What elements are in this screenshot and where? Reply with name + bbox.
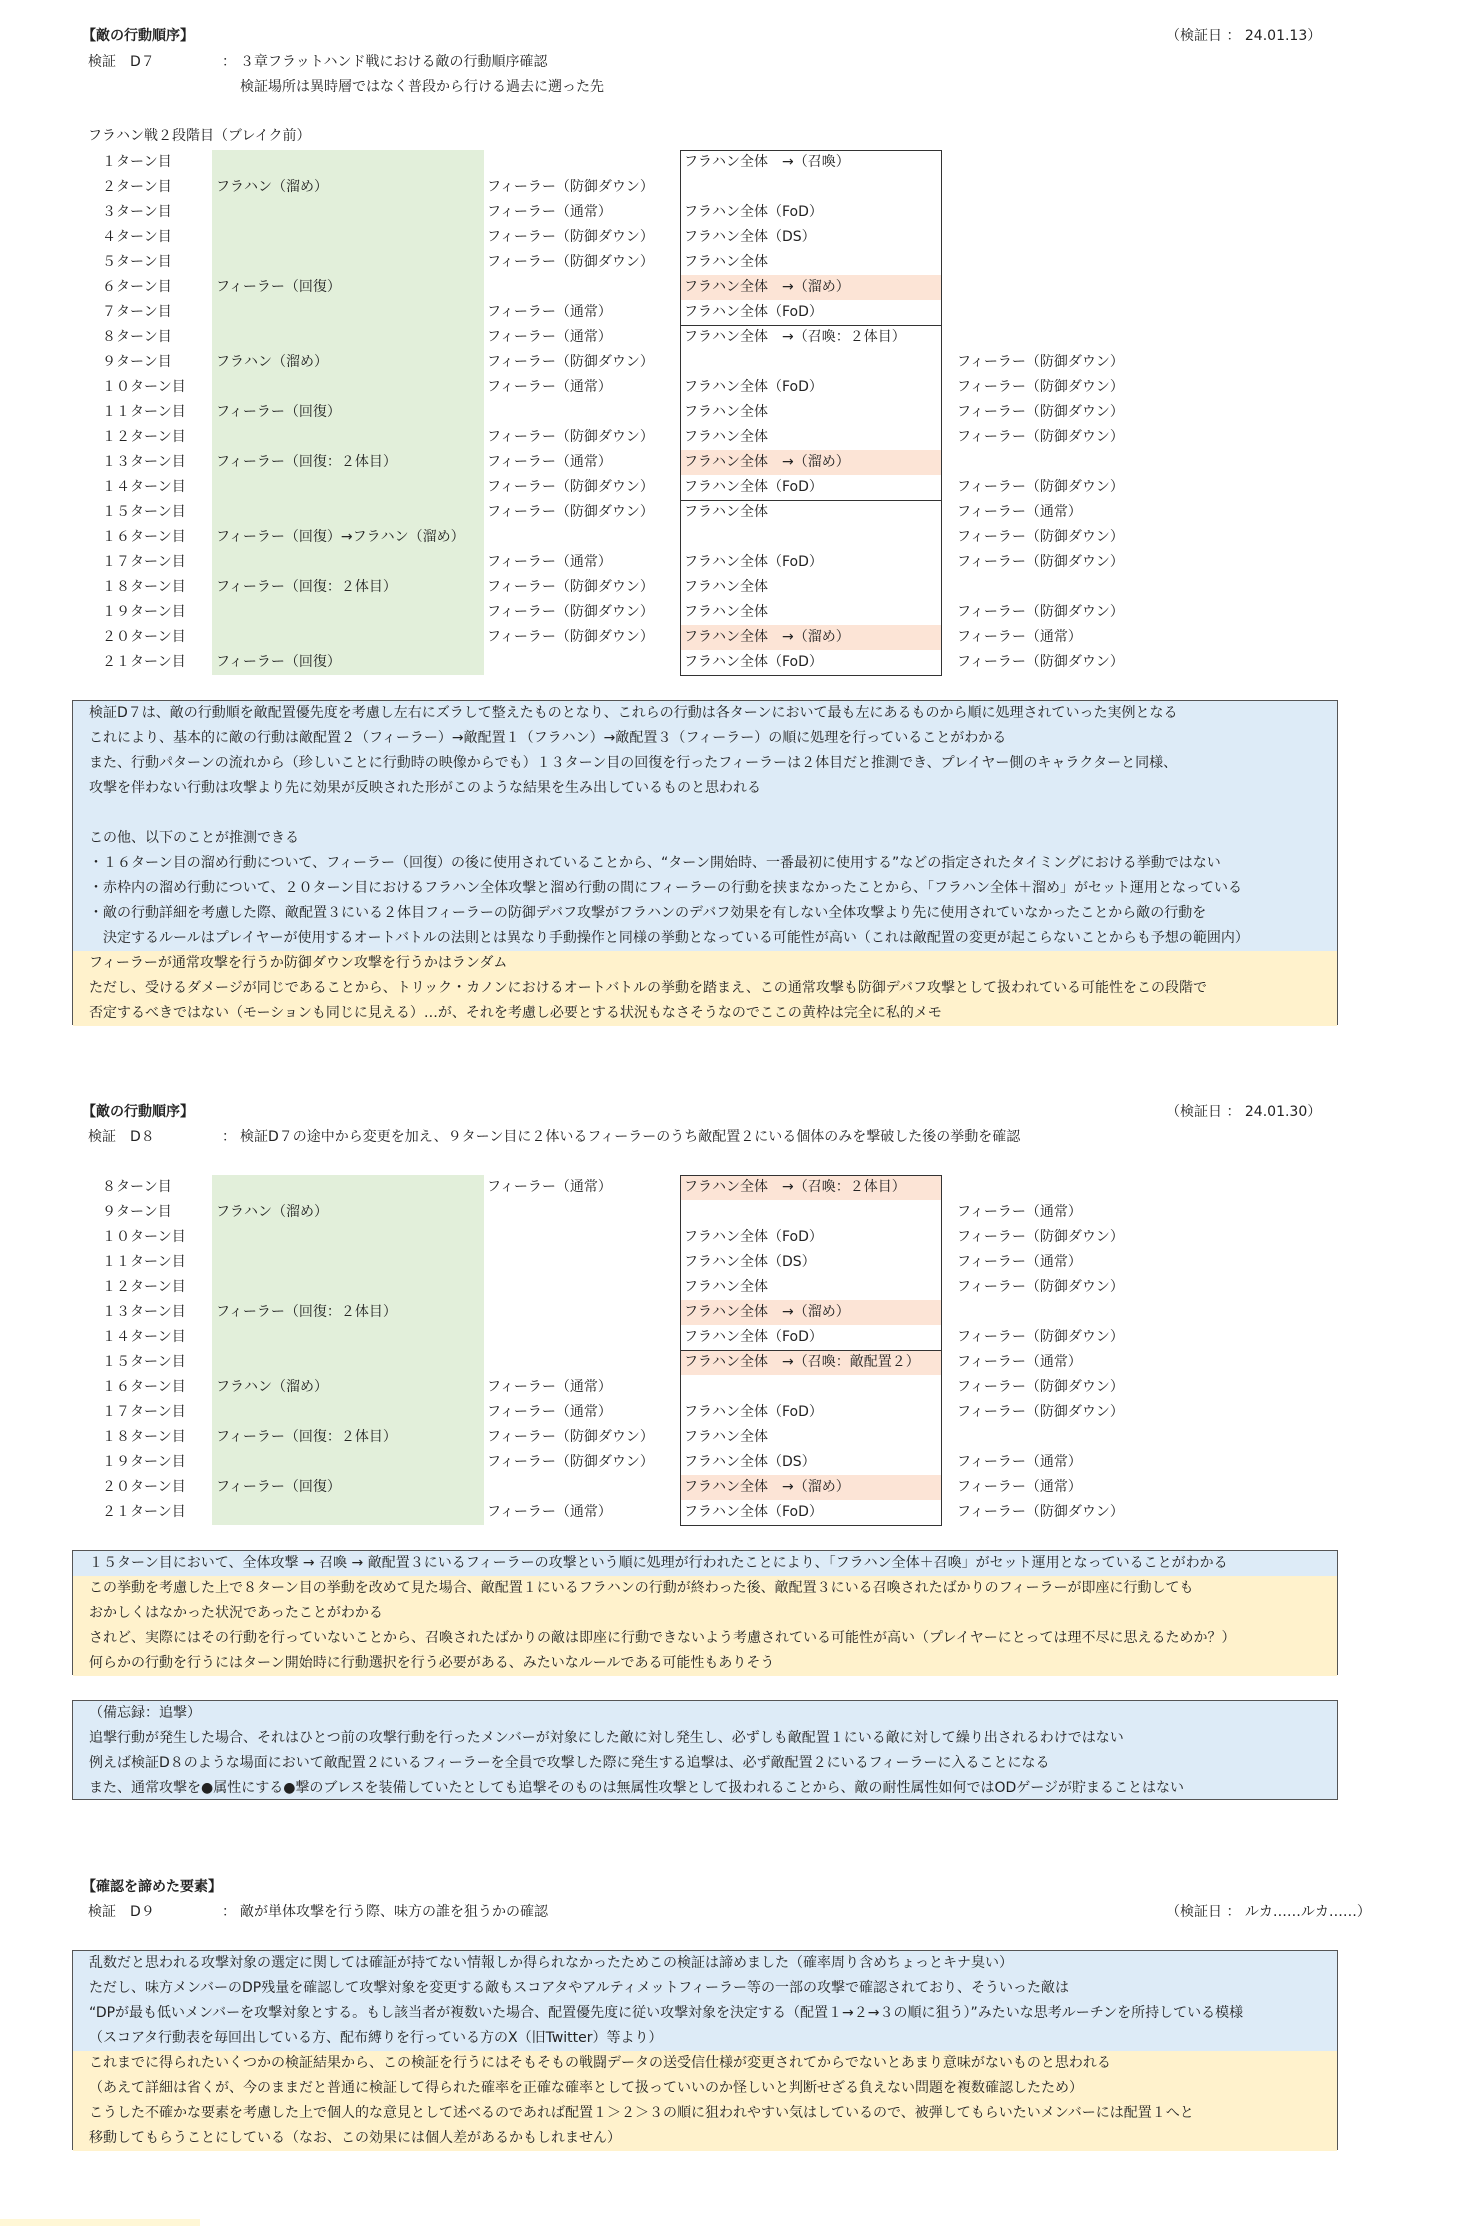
cell: フラハン全体 →（溜め）	[684, 454, 850, 470]
section-title: 【敵の行動順序】	[82, 28, 194, 44]
note-line: 追撃行動が発生した場合、それはひとつ前の攻撃行動を行ったメンバーが対象にした敵に対し発生し、必ずしも敵配置１にいる敵に対して繰り出されるわけではない	[89, 1730, 1124, 1746]
cell: フィーラー（通常）	[487, 379, 612, 395]
cell: フィーラー（防御ダウン）	[957, 1329, 1124, 1345]
verification-date: （検証日 ： 24.01.13）	[1166, 28, 1322, 44]
note-line: これにより、基本的に敵の行動は敵配置２（フィーラー）→敵配置１（フラハン）→敵配置３（フィーラー）の順に処理を行っていることがわかる	[89, 730, 1007, 746]
table-row	[0, 1275, 1472, 1300]
verification-date: （検証日 ： ルカ……ルカ……）	[1166, 1904, 1371, 1920]
cell: フィーラー（通常）	[487, 1179, 612, 1195]
cell: フィーラー（回復）	[216, 1479, 341, 1495]
note-line: 攻撃を伴わない行動は攻撃より先に効果が反映された形がこのような結果を生み出しているものと思われる	[89, 780, 761, 796]
cell: フィーラー（回復）	[216, 279, 341, 295]
cell: フラハン全体	[684, 579, 768, 595]
table-row	[0, 225, 1472, 250]
cell: フラハン全体（FoD）	[684, 654, 823, 670]
table-row	[0, 1425, 1472, 1450]
cell: フィーラー（防御ダウン）	[957, 404, 1124, 420]
cell: フィーラー（防御ダウン）	[487, 579, 654, 595]
table-row	[0, 425, 1472, 450]
table-row	[0, 200, 1472, 225]
turn-label: ６ターン目	[102, 279, 172, 295]
verification-description: 敵が単体攻撃を行う際、味方の誰を狙うかの確認	[240, 1904, 548, 1920]
turn-label: ２１ターン目	[102, 1504, 186, 1520]
cell: フィーラー（通常）	[957, 1479, 1082, 1495]
section-title: 【確認を諦めた要素】	[82, 1879, 222, 1895]
turn-label: ２０ターン目	[102, 1479, 186, 1495]
cell: フィーラー（通常）	[957, 1454, 1082, 1470]
note-line: されど、実際にはその行動を行っていないことから、召喚されたばかりの敵は即座に行動できないよう考慮されている可能性が高い（プレイヤーにとっては理不尽に思えるためか？）	[89, 1630, 1236, 1646]
cell: フィーラー（防御ダウン）	[487, 479, 654, 495]
id-colon: ：	[222, 1904, 236, 1920]
note-line	[73, 801, 1337, 826]
cell: フラハン全体（DS）	[684, 1454, 816, 1470]
table-row	[0, 1350, 1472, 1375]
table-row	[0, 1450, 1472, 1475]
verification-id: 検証 D９	[88, 1904, 155, 1920]
turn-label: ８ターン目	[102, 329, 172, 345]
id-colon: ：	[222, 1129, 236, 1145]
cell: フィーラー（回復：２体目）	[216, 454, 397, 470]
cell: フラハン全体（FoD）	[684, 554, 823, 570]
turn-label: １０ターン目	[102, 379, 186, 395]
note-line: 乱数だと思われる攻撃対象の選定に関しては確証が持てない情報しか得られなかったためこの検証は諦めました（確率周り含めちょっとキナ臭い）	[89, 1955, 1013, 1971]
table-row	[0, 1375, 1472, 1400]
note-line: こうした不確かな要素を考慮した上で個人的な意見として述べるのであれば配置１＞２＞３の順に狙われやすい気はしているので、被弾してもらいたいメンバーには配置１へと	[89, 2105, 1194, 2121]
turn-label: ５ターン目	[102, 254, 172, 270]
verification-id: 検証 D８	[88, 1129, 155, 1145]
findings-note-d9	[72, 1950, 1338, 2150]
section-title: 【敵の行動順序】	[82, 1104, 194, 1120]
note-line: これまでに得られたいくつかの検証結果から、この検証を行うにはそもそもの戦闘データの送受信仕様が変更されてからでないとあまり意味がないものと思われる	[89, 2055, 1111, 2071]
table-row	[0, 625, 1472, 650]
cell: フィーラー（通常）	[487, 454, 612, 470]
note-line: ただし、味方メンバーのDP残量を確認して攻撃対象を変更する敵もスコアタやアルティメットフィーラー等の一部の攻撃で確認されており、そういった敵は	[89, 1980, 1070, 1996]
cell: フィーラー（通常）	[957, 1204, 1082, 1220]
cell: フィーラー（防御ダウン）	[487, 1454, 654, 1470]
turn-label: １９ターン目	[102, 1454, 186, 1470]
turn-label: ２１ターン目	[102, 654, 186, 670]
table-row	[0, 1500, 1472, 1525]
turn-label: ８ターン目	[102, 1179, 172, 1195]
cell: フラハン全体（FoD）	[684, 1504, 823, 1520]
cell: フィーラー（通常）	[487, 329, 612, 345]
cell: フィーラー（回復）→フラハン（溜め）	[216, 529, 465, 545]
table-row	[0, 1225, 1472, 1250]
cell: フラハン（溜め）	[216, 179, 328, 195]
cell: フラハン（溜め）	[216, 1379, 328, 1395]
turn-label: １ターン目	[102, 154, 172, 170]
cell: フラハン全体（FoD）	[684, 304, 823, 320]
cell: フィーラー（通常）	[487, 554, 612, 570]
cell: フィーラー（通常）	[487, 1504, 612, 1520]
cell: フィーラー（通常）	[487, 304, 612, 320]
cell: フィーラー（防御ダウン）	[957, 1279, 1124, 1295]
cell: フィーラー（通常）	[487, 204, 612, 220]
note-line: （備忘録：追撃）	[89, 1705, 201, 1721]
table-row	[0, 1325, 1472, 1350]
turn-label: １６ターン目	[102, 1379, 186, 1395]
cell: フラハン全体（DS）	[684, 1254, 816, 1270]
turn-label: １９ターン目	[102, 604, 186, 620]
cell: フィーラー（通常）	[957, 1354, 1082, 1370]
cell: フラハン全体 →（召喚：２体目）	[684, 329, 906, 345]
verification-id: 検証 D７	[88, 54, 155, 70]
cell: フラハン全体	[684, 404, 768, 420]
table-row	[0, 475, 1472, 500]
cell: フラハン全体（FoD）	[684, 1329, 823, 1345]
cell: フィーラー（防御ダウン）	[487, 254, 654, 270]
turn-label: １８ターン目	[102, 579, 186, 595]
cell: フィーラー（防御ダウン）	[487, 179, 654, 195]
cell: フィーラー（防御ダウン）	[957, 1229, 1124, 1245]
cell: フラハン全体 →（召喚：２体目）	[684, 1179, 906, 1195]
turn-label: １８ターン目	[102, 1429, 186, 1445]
findings-note-d8	[72, 1550, 1338, 1675]
turn-label: ９ターン目	[102, 1204, 172, 1220]
cell: フラハン全体（FoD）	[684, 379, 823, 395]
note-line: また、行動パターンの流れから（珍しいことに行動時の映像からでも）１３ターン目の回復を行ったフィーラーは２体目だと推測でき、プレイヤー側のキャラクターと同様、	[89, 755, 1178, 771]
note-line: 移動してもらうことにしている（なお、この効果には個人差があるかもしれません）	[89, 2130, 621, 2146]
cell: フラハン全体 →（召喚：敵配置２）	[684, 1354, 920, 1370]
cell: フィーラー（回復：２体目）	[216, 579, 397, 595]
table-row	[0, 1300, 1472, 1325]
verification-location: 検証場所は異時層ではなく普段から行ける過去に遡った先	[240, 79, 604, 95]
turn-label: ７ターン目	[102, 304, 172, 320]
table-row	[0, 575, 1472, 600]
cell: フィーラー（通常）	[487, 1404, 612, 1420]
turn-label: １１ターン目	[102, 404, 186, 420]
sheet-corner-bar	[0, 2219, 200, 2226]
cell: フラハン全体（FoD）	[684, 1404, 823, 1420]
table-row	[0, 650, 1472, 675]
cell: フィーラー（通常）	[957, 1254, 1082, 1270]
table-row	[0, 250, 1472, 275]
note-line: おかしくはなかった状況であったことがわかる	[89, 1605, 383, 1621]
turn-label: ２０ターン目	[102, 629, 186, 645]
cell: フラハン（溜め）	[216, 354, 328, 370]
cell: フィーラー（回復）	[216, 654, 341, 670]
turn-label: １１ターン目	[102, 1254, 186, 1270]
cell: フラハン全体	[684, 604, 768, 620]
cell: フラハン全体	[684, 1429, 768, 1445]
memo-follow-up-attack	[72, 1700, 1338, 1800]
turn-label: １７ターン目	[102, 554, 186, 570]
note-line: 否定するべきではない（モーションも同じに見える）…が、それを考慮し必要とする状況もなさそうなのでここの黄枠は完全に私的メモ	[89, 1005, 942, 1021]
verification-description: ３章フラットハンド戦における敵の行動順序確認	[240, 54, 548, 70]
cell: フラハン（溜め）	[216, 1204, 328, 1220]
turn-label: ３ターン目	[102, 204, 172, 220]
table-row	[0, 300, 1472, 325]
note-line: ・１６ターン目の溜め行動について、フィーラー（回復）の後に使用されていることから、“ターン開始時、一番最初に使用する”などの指定されたタイミングにおける挙動ではない	[89, 855, 1221, 871]
cell: フィーラー（防御ダウン）	[957, 1504, 1124, 1520]
cell: フィーラー（防御ダウン）	[957, 604, 1124, 620]
cell: フィーラー（防御ダウン）	[487, 629, 654, 645]
cell: フラハン全体	[684, 254, 768, 270]
table-row	[0, 1175, 1472, 1200]
cell: フィーラー（通常）	[957, 504, 1082, 520]
turn-label: １４ターン目	[102, 479, 186, 495]
phase-label: フラハン戦２段階目（ブレイク前）	[88, 128, 311, 144]
turn-label: １６ターン目	[102, 529, 186, 545]
turn-label: １２ターン目	[102, 429, 186, 445]
turn-label: １３ターン目	[102, 454, 186, 470]
verification-date: （検証日 ： 24.01.30）	[1166, 1104, 1322, 1120]
cell: フィーラー（回復）	[216, 404, 341, 420]
table-row	[0, 550, 1472, 575]
cell: フィーラー（防御ダウン）	[957, 1379, 1124, 1395]
cell: フラハン全体（FoD）	[684, 479, 823, 495]
turn-label: １４ターン目	[102, 1329, 186, 1345]
turn-label: １７ターン目	[102, 1404, 186, 1420]
cell: フィーラー（防御ダウン）	[487, 604, 654, 620]
note-line: フィーラーが通常攻撃を行うか防御ダウン攻撃を行うかはランダム	[89, 955, 508, 971]
cell: フィーラー（防御ダウン）	[957, 429, 1124, 445]
cell: フラハン全体（DS）	[684, 229, 816, 245]
cell: フィーラー（防御ダウン）	[957, 554, 1124, 570]
cell: フィーラー（防御ダウン）	[957, 529, 1124, 545]
cell: フラハン全体 →（溜め）	[684, 279, 850, 295]
note-line: ただし、受けるダメージが同じであることから、トリック・カノンにおけるオートバトルの挙動を踏まえ、この通常攻撃も防御デバフ攻撃として扱われている可能性をこの段階で	[89, 980, 1208, 996]
table-row	[0, 1400, 1472, 1425]
note-line: 何らかの行動を行うにはターン開始時に行動選択を行う必要がある、みたいなルールである可能性もありそう	[89, 1655, 775, 1671]
cell: フィーラー（防御ダウン）	[957, 479, 1124, 495]
cell: フラハン全体	[684, 504, 768, 520]
cell: フィーラー（回復：２体目）	[216, 1429, 397, 1445]
table-row	[0, 175, 1472, 200]
table-row	[0, 150, 1472, 175]
cell: フィーラー（防御ダウン）	[957, 1404, 1124, 1420]
cell: フィーラー（防御ダウン）	[487, 354, 654, 370]
turn-label: ９ターン目	[102, 354, 172, 370]
table-row	[0, 450, 1472, 475]
turn-label: ２ターン目	[102, 179, 172, 195]
cell: フラハン全体 →（溜め）	[684, 1479, 850, 1495]
table-row	[0, 350, 1472, 375]
turn-label: １５ターン目	[102, 1354, 186, 1370]
cell: フィーラー（回復：２体目）	[216, 1304, 397, 1320]
cell: フラハン全体	[684, 429, 768, 445]
table-row	[0, 275, 1472, 300]
table-row	[0, 325, 1472, 350]
table-row	[0, 600, 1472, 625]
cell: フィーラー（防御ダウン）	[957, 654, 1124, 670]
note-line: ・赤枠内の溜め行動について、２０ターン目におけるフラハン全体攻撃と溜め行動の間にフィーラーの行動を挟まなかったことから、「フラハン全体＋溜め」がセット運用となっている	[89, 880, 1243, 896]
table-row	[0, 400, 1472, 425]
cell: フィーラー（通常）	[487, 1379, 612, 1395]
table-row	[0, 1250, 1472, 1275]
cell: フィーラー（通常）	[957, 629, 1082, 645]
table-row	[0, 375, 1472, 400]
note-line: ・敵の行動詳細を考慮した際、敵配置３にいる２体目フィーラーの防御デバフ攻撃がフラハンのデバフ効果を有しない全体攻撃より先に使用されていなかったことから敵の行動を	[89, 905, 1207, 921]
table-row	[0, 1475, 1472, 1500]
id-colon: ：	[222, 54, 236, 70]
note-line: 検証D７は、敵の行動順を敵配置優先度を考慮し左右にズラして整えたものとなり、これらの行動は各ターンにおいて最も左にあるものから順に処理されていった実例となる	[89, 705, 1178, 721]
note-line: この挙動を考慮した上で８ターン目の挙動を改めて見た場合、敵配置１にいるフラハンの行動が終わった後、敵配置３にいる召喚されたばかりのフィーラーが即座に行動しても	[89, 1580, 1194, 1596]
cell: フィーラー（防御ダウン）	[487, 1429, 654, 1445]
cell: フラハン全体	[684, 1279, 768, 1295]
turn-label: ４ターン目	[102, 229, 172, 245]
turn-label: １３ターン目	[102, 1304, 186, 1320]
table-row	[0, 1200, 1472, 1225]
note-line: （あえて詳細は省くが、今のままだと普通に検証して得られた確率を正確な確率として扱っていいのか怪しいと判断せざる負えない問題を複数確認したため）	[89, 2080, 1083, 2096]
verification-description: 検証D７の途中から変更を加え、９ターン目に２体いるフィーラーのうち敵配置２にいる個体のみを撃破した後の挙動を確認	[240, 1129, 1021, 1145]
findings-note-d7	[72, 700, 1338, 1025]
note-line: “DPが最も低いメンバーを攻撃対象とする。もし該当者が複数いた場合、配置優先度に従い攻撃対象を決定する（配置１→２→３の順に狙う）”みたいな思考ルーチンを所持している模様	[89, 2005, 1244, 2021]
note-line: この他、以下のことが推測できる	[89, 830, 299, 846]
cell: フラハン全体（FoD）	[684, 204, 823, 220]
cell: フィーラー（防御ダウン）	[487, 229, 654, 245]
turn-label: １５ターン目	[102, 504, 186, 520]
cell: フラハン全体 →（溜め）	[684, 629, 850, 645]
table-row	[0, 525, 1472, 550]
note-line: １５ターン目において、全体攻撃 → 召喚 → 敵配置３にいるフィーラーの攻撃という順に処理が行われたことにより、「フラハン全体＋召喚」がセット運用となっていることがわかる	[89, 1555, 1228, 1571]
cell: フラハン全体 →（溜め）	[684, 1304, 850, 1320]
cell: フィーラー（防御ダウン）	[487, 429, 654, 445]
cell: フィーラー（防御ダウン）	[487, 504, 654, 520]
cell: フィーラー（防御ダウン）	[957, 354, 1124, 370]
cell: フィーラー（防御ダウン）	[957, 379, 1124, 395]
cell: フラハン全体（FoD）	[684, 1229, 823, 1245]
turn-label: １０ターン目	[102, 1229, 186, 1245]
table-row	[0, 500, 1472, 525]
note-line: （スコアタ行動表を毎回出している方、配布縛りを行っている方のX（旧Twitter）等より）	[89, 2030, 663, 2046]
cell: フラハン全体 →（召喚）	[684, 154, 850, 170]
note-line: また、通常攻撃を●属性にする●撃のブレスを装備していたとしても追撃そのものは無属性攻撃として扱われることから、敵の耐性属性如何ではODゲージが貯まることはない	[89, 1780, 1184, 1796]
turn-label: １２ターン目	[102, 1279, 186, 1295]
note-line: 決定するルールはプレイヤーが使用するオートバトルの法則とは異なり手動操作と同様の挙動となっている可能性が高い（これは敵配置の変更が起こらないことからも予想の範囲内）	[89, 930, 1249, 946]
note-line: 例えば検証D８のような場面において敵配置２にいるフィーラーを全員で攻撃した際に発生する追撃は、必ず敵配置２にいるフィーラーに入ることになる	[89, 1755, 1050, 1771]
